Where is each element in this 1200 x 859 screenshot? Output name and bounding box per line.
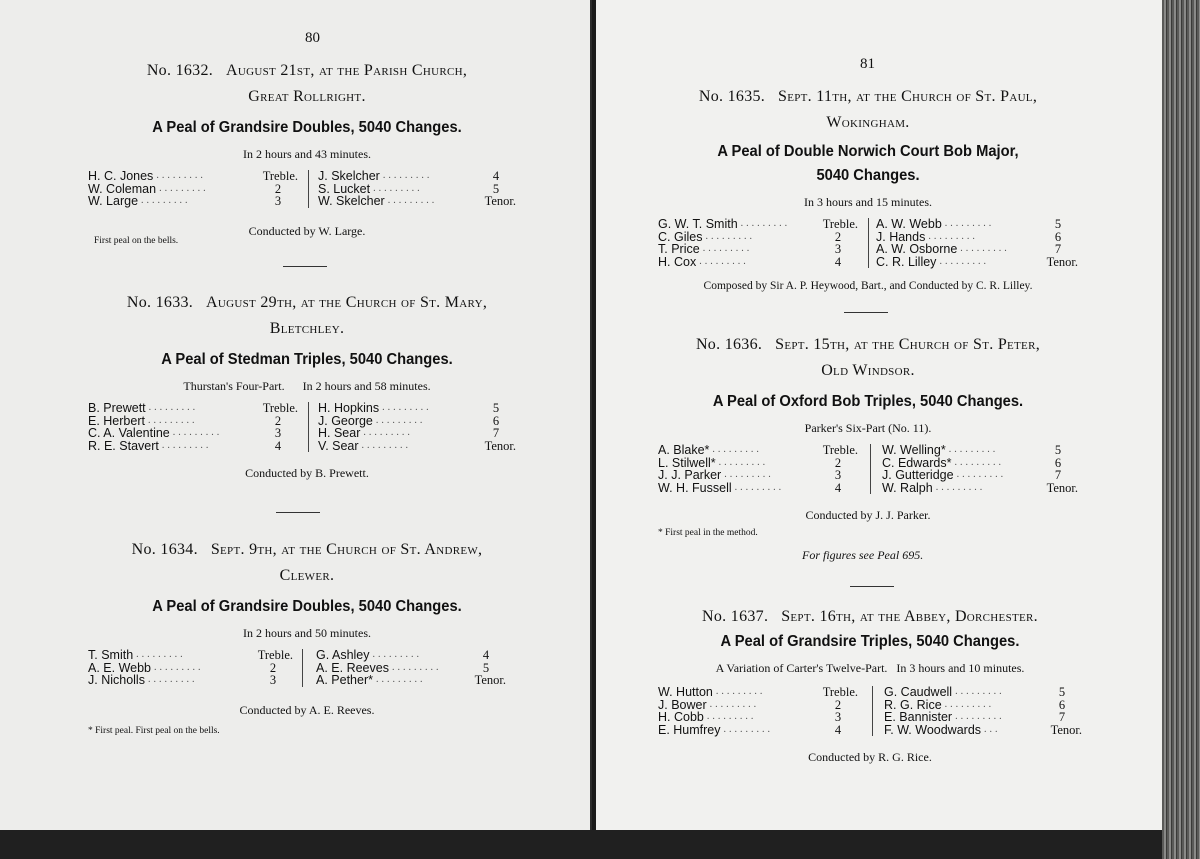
ringer-row: V. Sear ......... Tenor. [318,438,516,453]
ringer-row: G. Caudwell ......... 5 [884,685,1066,699]
column-divider [302,649,303,687]
ringers-band [88,649,526,693]
method-note: Parker's Six-Part (No. 11). [804,421,932,435]
entry-date-place: August 21st, at the Parish Church, [226,62,468,79]
right-page [596,0,1162,830]
ringer-row: E. Herbert ......... 2 [88,413,282,428]
ringer-row: E. Bannister ......... 7 [884,710,1066,724]
entry-location: Wokingham. [826,114,910,131]
column-divider [868,218,869,268]
method-note: Thurstan's Four-Part. [183,379,285,393]
entry-number: No. 1635. [698,88,766,105]
ringer-row: A. Pether* ......... Tenor. [316,673,506,687]
ringer-row: J. George ......... 6 [318,413,500,428]
ringer-row: E. Humfrey ......... 4 [658,722,842,737]
footnote: * First peal in the method. [658,528,758,538]
entry-date-place: Sept. 11th, at the Church of St. Paul, [778,88,1038,105]
ringers-right-column [882,444,1078,494]
peal-entry-1636 [658,332,1078,523]
peal-entry-1633 [88,290,526,481]
entry-location: Bletchley. [269,320,345,337]
conductor-line: Conducted by R. G. Rice. [808,750,932,764]
entry-date-place: Sept. 16th, at the Abbey, Dorchester. [781,608,1038,625]
ringer-row: A. E. Webb ......... 2 [88,660,277,675]
entry-number: No. 1632. [146,62,214,79]
peal-entry-1632 [88,58,526,239]
ringers-left-column [88,170,298,208]
entry-number: No. 1634. [131,541,198,558]
ringer-row: C. R. Lilley ......... Tenor. [876,254,1078,269]
column-divider [308,402,309,452]
ringers-band [658,218,1078,272]
ringer-row: B. Prewett ......... Treble. [88,401,298,415]
entry-date-place: Sept. 9th, at the Church of St. Andrew, [210,541,483,558]
ringer-row: A. W. Webb ......... 5 [876,217,1062,231]
ringer-row: J. J. Parker ......... 3 [658,468,842,482]
ringer-row: J. Gutteridge ......... 7 [882,468,1062,482]
ringer-row: J. Nicholls ......... 3 [88,673,277,687]
peal-title: A Peal of Double Norwich Court Bob Major, 5040 Changes. [717,143,1019,184]
entry-number: No. 1637. [702,608,769,625]
entry-location: Great Rollright. [248,88,366,105]
ringer-row: J. Hands ......... 6 [876,229,1062,244]
peal-entry-1635 [658,84,1078,292]
ringer-row: S. Lucket ......... 5 [318,181,500,196]
entry-heading [658,604,1082,630]
conductor-line: Conducted by W. Large. [248,224,366,238]
figures-note: For figures see Peal 695. [802,548,924,562]
peal-time: In 2 hours and 58 minutes. [302,379,431,393]
ringer-row: H. Cobb ......... 3 [658,710,842,724]
page-edges [1162,0,1200,859]
ringers-left-column [88,402,298,452]
ringer-row: F. W. Woodwards ... Tenor. [884,722,1082,737]
ringer-row: T. Price ......... 3 [658,242,842,256]
ringer-row: W. Coleman ......... 2 [88,181,282,196]
peal-time: In 2 hours and 50 minutes. [243,626,371,640]
entry-heading [88,290,526,342]
peal-time: In 3 hours and 10 minutes. [896,661,1025,675]
ringer-row: R. G. Rice ......... 6 [884,697,1066,712]
ringers-right-column [876,218,1078,268]
entry-number: No. 1636. [695,336,763,353]
ringers-band [88,170,526,214]
peal-entry-1634 [88,537,526,718]
footnote: First peal on the bells. [94,236,179,246]
entry-date-place: Sept. 15th, at the Church of St. Peter, [775,336,1041,353]
ringer-row: J. Skelcher ......... 4 [318,169,500,183]
entry-location: Clewer. [279,567,335,584]
peal-title: A Peal of Grandsire Doubles, 5040 Changes. [152,119,462,136]
ringers-right-column [318,402,516,452]
ringer-row: W. Hutton ......... Treble. [658,685,858,699]
ringer-row: T. Smith ......... Treble. [88,648,293,662]
entry-number: No. 1633. [126,294,194,311]
peal-title: A Peal of Oxford Bob Triples, 5040 Changes. [712,393,1024,410]
section-rule [283,266,327,267]
ringer-row: H. Sear ......... 7 [318,426,500,440]
method-note: A Variation of Carter's Twelve-Part. [715,661,888,675]
ringer-row: C. A. Valentine ......... 3 [88,426,282,440]
ringer-row: J. Bower ......... 2 [658,697,842,712]
ringer-row: H. C. Jones ......... Treble. [88,169,298,183]
ringer-row: C. Edwards* ......... 6 [882,455,1062,470]
page-number: 81 [860,56,875,72]
conductor-line: Conducted by A. E. Reeves. [239,703,375,717]
ringer-row: A. Blake* ......... Treble. [658,443,858,457]
entry-heading [658,332,1078,384]
ringer-row: W. Skelcher ......... Tenor. [318,194,516,208]
left-page [0,0,592,830]
entry-location: Old Windsor. [821,362,915,379]
ringers-left-column [658,218,858,268]
ringer-row: H. Cox ......... 4 [658,254,842,269]
ringers-right-column [884,686,1082,736]
section-rule [844,312,888,313]
entry-heading [88,58,526,110]
column-divider [308,170,309,208]
ringers-right-column [318,170,516,208]
ringers-left-column [88,649,293,687]
ringers-band [658,444,1078,498]
ringers-left-column [658,444,858,494]
peal-title: A Peal of Grandsire Doubles, 5040 Changes. [152,598,462,615]
footnote: * First peal. First peal on the bells. [88,726,220,736]
column-divider [872,686,873,736]
entry-heading [658,84,1078,136]
ringer-row: G. Ashley ......... 4 [316,648,490,662]
peal-time: In 3 hours and 15 minutes. [804,195,932,209]
ringer-row: W. Large ......... 3 [88,194,282,208]
scan-background [0,830,1162,859]
section-rule [276,512,320,513]
conductor-line: Conducted by B. Prewett. [245,466,369,480]
ringer-row: L. Stilwell* ......... 2 [658,455,842,470]
ringers-band [658,686,1082,740]
peal-title: A Peal of Grandsire Triples, 5040 Changes. [720,633,1020,650]
ringer-row: W. H. Fussell ......... 4 [658,480,842,495]
peal-time-line [88,379,526,394]
page-number: 80 [305,30,320,46]
ringer-row: W. Welling* ......... 5 [882,443,1062,457]
column-divider [870,444,871,494]
conductor-line: Conducted by J. J. Parker. [805,508,931,522]
ringer-row: A. W. Osborne ......... 7 [876,242,1062,256]
peal-title: A Peal of Stedman Triples, 5040 Changes. [161,351,453,368]
ringers-band [88,402,526,456]
section-rule [850,586,894,587]
conductor-line: Composed by Sir A. P. Heywood, Bart., and Conducted by C. R. Lilley. [703,280,1033,292]
peal-entry-1637 [658,604,1082,765]
ringer-row: A. E. Reeves ......... 5 [316,660,490,675]
ringer-row: H. Hopkins ......... 5 [318,401,500,415]
ringers-left-column [658,686,858,736]
entry-date-place: August 29th, at the Church of St. Mary, [206,294,488,311]
ringer-row: G. W. T. Smith ......... Treble. [658,217,858,231]
peal-time: In 2 hours and 43 minutes. [243,147,371,161]
ringer-row: W. Ralph ......... Tenor. [882,480,1078,495]
peal-time-line [658,661,1082,676]
ringer-row: R. E. Stavert ......... 4 [88,438,282,453]
entry-heading [88,537,526,589]
ringer-row: C. Giles ......... 2 [658,229,842,244]
ringers-right-column [316,649,506,687]
